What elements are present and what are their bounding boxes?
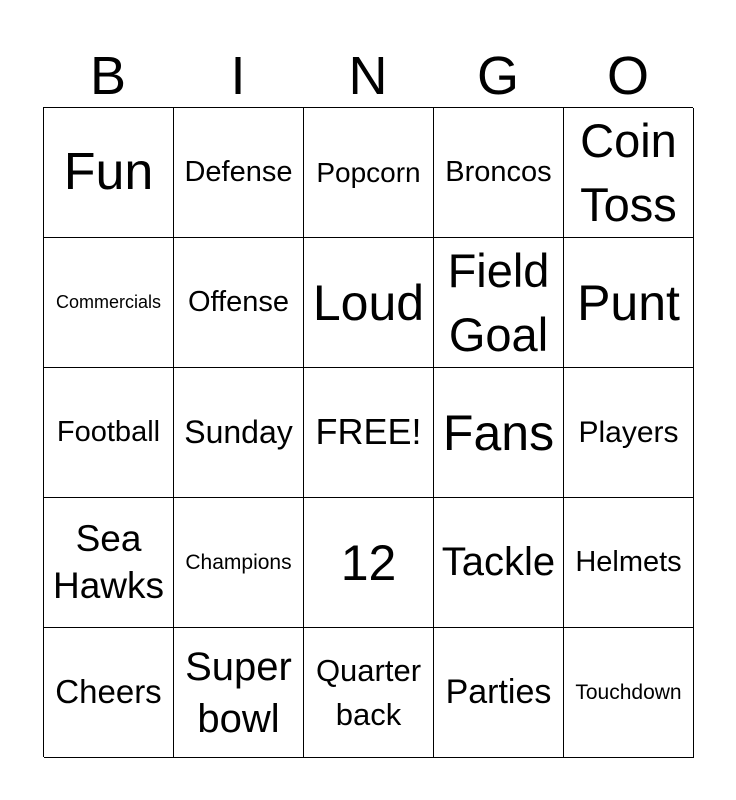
cell-text: Players bbox=[578, 415, 679, 449]
cell-text: Sunday bbox=[184, 413, 293, 450]
cell-text: Popcorn bbox=[316, 156, 421, 188]
bingo-board bbox=[43, 107, 693, 757]
bingo-cell-defense[interactable] bbox=[174, 108, 304, 238]
bingo-cell-offense[interactable] bbox=[174, 238, 304, 368]
bingo-cell-12[interactable] bbox=[304, 498, 434, 628]
bingo-cell-popcorn[interactable] bbox=[304, 108, 434, 238]
cell-text: Champions bbox=[185, 550, 292, 574]
cell-text: Fun bbox=[63, 143, 154, 202]
bingo-cell-helmets[interactable] bbox=[564, 498, 694, 628]
bingo-cell-coin-toss[interactable] bbox=[564, 108, 694, 238]
cell-text: Defense bbox=[184, 156, 293, 189]
header-letter-n: N bbox=[348, 46, 388, 106]
cell-text: Helmets bbox=[575, 546, 682, 579]
bingo-cell-fans[interactable] bbox=[434, 368, 564, 498]
cell-text: FREE! bbox=[315, 411, 422, 453]
header-letter-g: G bbox=[476, 46, 519, 106]
cell-text: Loud bbox=[312, 274, 425, 331]
bingo-cell-cheers[interactable] bbox=[44, 628, 174, 758]
cell-text: Quarter back bbox=[315, 653, 422, 732]
bingo-cell-fun[interactable] bbox=[44, 108, 174, 238]
bingo-cell-commercials[interactable] bbox=[44, 238, 174, 368]
bingo-cell-punt[interactable] bbox=[564, 238, 694, 368]
cell-text: Football bbox=[56, 416, 161, 449]
header-letter-i: I bbox=[230, 46, 246, 106]
cell-text: Fans bbox=[442, 404, 555, 461]
cell-text: Punt bbox=[577, 274, 680, 331]
bingo-cell-quarter-back[interactable] bbox=[304, 628, 434, 758]
bingo-cell-sea-hawks[interactable] bbox=[44, 498, 174, 628]
cell-text: Super bowl bbox=[185, 644, 292, 741]
header-letter-o: O bbox=[606, 46, 649, 106]
cell-text: Offense bbox=[187, 286, 290, 319]
bingo-header bbox=[43, 44, 693, 108]
bingo-cell-free[interactable] bbox=[304, 368, 434, 498]
cell-text: Parties bbox=[445, 673, 552, 712]
cell-text: Field Goal bbox=[447, 244, 550, 361]
bingo-cell-tackle[interactable] bbox=[434, 498, 564, 628]
bingo-cell-sunday[interactable] bbox=[174, 368, 304, 498]
bingo-cell-loud[interactable] bbox=[304, 238, 434, 368]
bingo-cell-touchdown[interactable] bbox=[564, 628, 694, 758]
bingo-cell-super-bowl[interactable] bbox=[174, 628, 304, 758]
bingo-cell-broncos[interactable] bbox=[434, 108, 564, 238]
bingo-cell-champions[interactable] bbox=[174, 498, 304, 628]
cell-text: Broncos bbox=[445, 156, 552, 189]
bingo-cell-players[interactable] bbox=[564, 368, 694, 498]
cell-text: Tackle bbox=[441, 540, 556, 585]
cell-text: Commercials bbox=[55, 292, 161, 313]
bingo-cell-parties[interactable] bbox=[434, 628, 564, 758]
cell-text: Sea Hawks bbox=[52, 517, 165, 606]
cell-text: Coin Toss bbox=[580, 114, 677, 231]
bingo-cell-field-goal[interactable] bbox=[434, 238, 564, 368]
header-letter-b: B bbox=[89, 46, 127, 106]
cell-text: Cheers bbox=[55, 673, 162, 711]
cell-text: 12 bbox=[340, 534, 397, 591]
bingo-cell-football[interactable] bbox=[44, 368, 174, 498]
cell-text: Touchdown bbox=[575, 680, 682, 704]
